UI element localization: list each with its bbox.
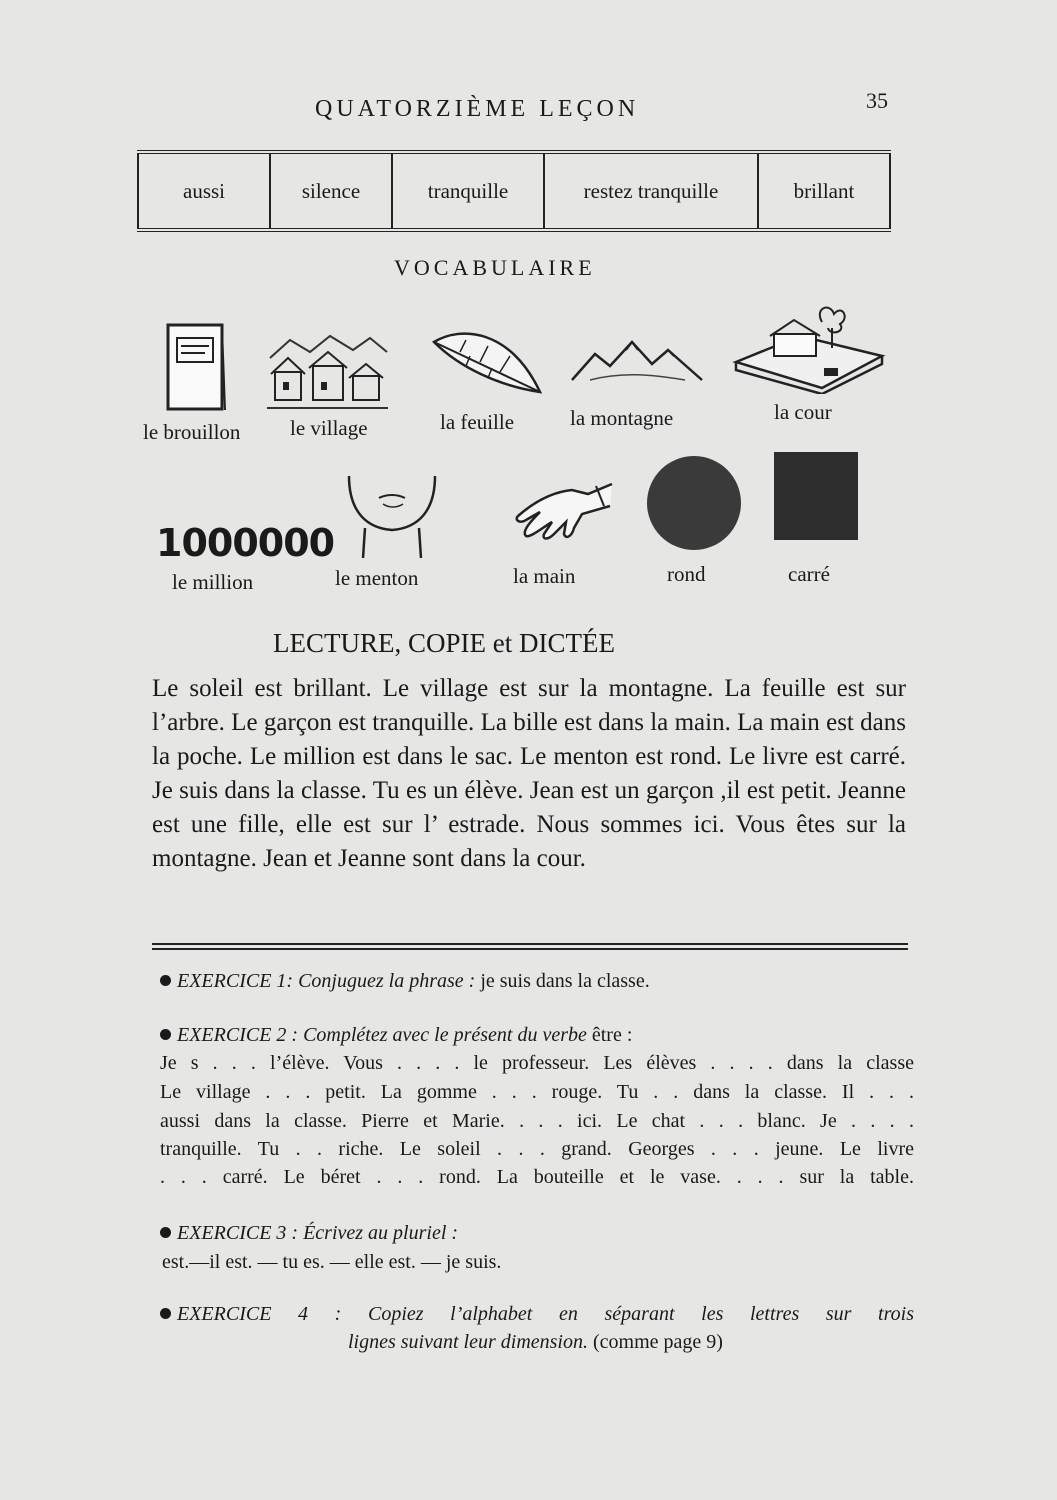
page-number: 35: [866, 88, 888, 113]
lesson-title: QUATORZIÈME LEÇON: [315, 96, 640, 122]
exercise-3: [160, 1222, 458, 1245]
caption-cour: la cour: [774, 400, 832, 424]
notebook-icon: [165, 322, 227, 414]
word-cell: tranquille: [392, 152, 544, 230]
exercise-2-line: Le village . . . petit. La gomme . . . rouge. Tu . . dans la classe. Il . . .: [160, 1081, 914, 1103]
word-cell: aussi: [138, 152, 270, 230]
square-shape: [774, 452, 858, 540]
divider: [152, 948, 908, 950]
caption-village: le village: [290, 416, 368, 440]
leaf-icon: [430, 322, 548, 400]
exercise-4: [160, 1303, 914, 1326]
caption-main: la main: [513, 564, 576, 588]
exercise-4-line2: [348, 1331, 723, 1354]
chin-icon: [335, 470, 450, 562]
caption-million: le million: [172, 570, 254, 594]
caption-montagne: la montagne: [570, 406, 674, 430]
caption-feuille: la feuille: [440, 410, 515, 434]
exercise-2-line: . . . carré. Le béret . . . rond. La bouteille et le vase. . . . sur la table.: [160, 1166, 914, 1188]
village-icon: [265, 330, 390, 412]
million-number: 1000000: [156, 521, 335, 565]
exercise-4-label2: lignes suivant leur dimension.: [348, 1331, 588, 1353]
exercise-2-line: Je s . . . l’élève. Vous . . . . le professeur. Les élèves . . . . dans la classe: [160, 1052, 914, 1074]
exercise-2-verb: être :: [591, 1024, 633, 1046]
bullet-icon: [160, 1029, 171, 1040]
exercise-3-label: EXERCICE 3 : Écrivez au pluriel :: [177, 1222, 459, 1244]
exercise-2-line: tranquille. Tu . . riche. Le soleil . . . grand. Georges . . . jeune. Le livre: [160, 1138, 914, 1160]
vocabulary-title: VOCABULAIRE: [394, 255, 596, 280]
exercise-3-text: est.—il est. — tu es. — elle est. — je suis.: [162, 1251, 502, 1273]
bullet-icon: [160, 1227, 171, 1238]
caption-brouillon: le brouillon: [143, 420, 241, 444]
exercise-1-label: EXERCICE 1: Conjuguez la phrase :: [177, 970, 476, 992]
exercise-2-line: aussi dans la classe. Pierre et Marie. . . . ici. Le chat . . . blanc. Je . . . .: [160, 1110, 914, 1132]
word-cell: restez tranquille: [544, 152, 758, 230]
exercise-2-label: EXERCICE 2 : Complétez avec le présent du verbe: [177, 1024, 587, 1046]
caption-rond: rond: [667, 562, 706, 586]
courtyard-icon: [730, 302, 888, 394]
circle-shape: [647, 456, 741, 550]
word-cell: brillant: [758, 152, 890, 230]
hand-icon: [512, 476, 614, 554]
divider: [152, 943, 908, 945]
exercise-4-text: (comme page 9): [592, 1331, 723, 1353]
word-table: [137, 150, 891, 232]
mountain-icon: [570, 336, 705, 388]
exercise-4-label: EXERCICE 4 : Copiez l’alphabet en séparant les lettres sur trois: [177, 1303, 914, 1325]
caption-menton: le menton: [335, 566, 419, 590]
exercise-1-text: je suis dans la classe.: [480, 970, 650, 992]
bullet-icon: [160, 1308, 171, 1319]
exercise-1: [160, 970, 650, 993]
exercise-2: [160, 1024, 632, 1047]
bullet-icon: [160, 975, 171, 986]
word-cell: silence: [270, 152, 392, 230]
reading-title: LECTURE, COPIE et DICTÉE: [273, 628, 615, 658]
caption-carre: carré: [788, 562, 830, 586]
reading-text: Le soleil est brillant. Le village est sur la montagne. La feuille est sur l’arbre. Le garçon est tranquille. La bille est dans la main. La main est dans la poche. Le million est dans le sac. Le menton est rond. Le livre est carré. Je suis dans la classe. Tu es un élève. Jean est un garçon ,il est petit. Jeanne est une fille, elle est sur l’ estrade. Nous sommes ici. Vous êtes sur la montagne. Jean et Jeanne sont dans la cour.: [152, 675, 906, 872]
